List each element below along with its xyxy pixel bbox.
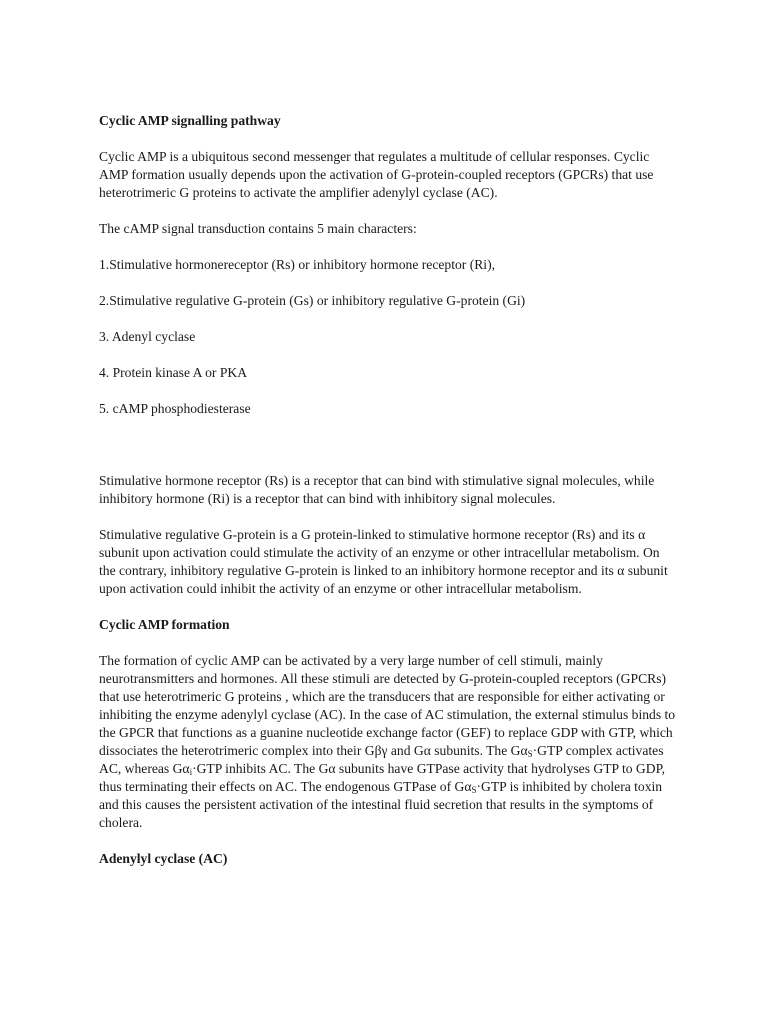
characters-intro: The cAMP signal transduction contains 5 main characters: [99,221,417,236]
section-heading-cyclic-amp-formation: Cyclic AMP formation [99,617,230,632]
intro-paragraph: Cyclic AMP is a ubiquitous second messenger that regulates a multitude of cellular responses. Cyclic AMP formation usually depends upon the activation of G-protein-coupled receptors (GPCRs) that use heterotrimeric G proteins to activate the amplifier adenylyl cyclase (AC). [99,149,654,200]
list-item: 4. Protein kinase A or PKA [99,365,248,380]
g-protein-paragraph: Stimulative regulative G-protein is a G protein-linked to stimulative hormone receptor (Rs) and its α subunit upon activation could stimulate the activity of an enzyme or other intracellular metabolism. On the contrary, inhibitory regulative G-protein is linked to an inhibitory hormone receptor and its α subunit upon activation could inhibit the activity of an enzyme or other intracellular metabolism. [99,527,668,596]
list-item: 2.Stimulative regulative G-protein (Gs) or inhibitory regulative G-protein (Gi) [99,293,526,308]
receptor-paragraph: Stimulative hormone receptor (Rs) is a receptor that can bind with stimulative signal molecules, while inhibitory hormone (Ri) is a receptor that can bind with inhibitory signal molecules. [99,473,655,506]
document-body [99,112,679,886]
list-item: 5. cAMP phosphodiesterase [99,401,251,416]
section-heading-adenylyl-cyclase: Adenylyl cyclase (AC) [99,851,228,866]
formation-paragraph [99,652,679,832]
list-item: 3. Adenyl cyclase [99,329,196,344]
subscript-s: S [471,785,477,795]
document-title: Cyclic AMP signalling pathway [99,113,281,128]
subscript-i: i [189,767,193,777]
formation-text: ·GTP is inhibited by cholera toxin and this causes the persistent activation of the intestinal fluid secretion that results in the symptoms of cholera. [99,779,663,830]
formation-text: The formation of cyclic AMP can be activated by a very large number of cell stimuli, mainly neurotransmitters and hormones. All these stimuli are detected by G-protein-coupled receptors (GPCRs) that use heterotrimeric G proteins , which are the transducers that are responsible for either activating or inhibiting the enzyme adenylyl cyclase (AC). In the case of AC stimulation, the external stimulus binds to the GPCR that functions as a guanine nucleotide exchange factor (GEF) to replace GDP with GTP, which dissociates the heterotrimeric complex into their Gβγ and Gα subunits. The Gα [99,653,676,758]
formation-text: ·GTP complex activates AC, whereas Gα [99,743,664,776]
blank-space [99,436,679,472]
formation-text: ·GTP inhibits AC. The Gα subunits have GTPase activity that hydrolyses GTP to GDP, thus terminating their effects on AC. The endogenous GTPase of Gα [99,761,666,794]
list-item: 1.Stimulative hormonereceptor (Rs) or inhibitory hormone receptor (Ri), [99,257,496,272]
subscript-s: S [527,749,533,759]
